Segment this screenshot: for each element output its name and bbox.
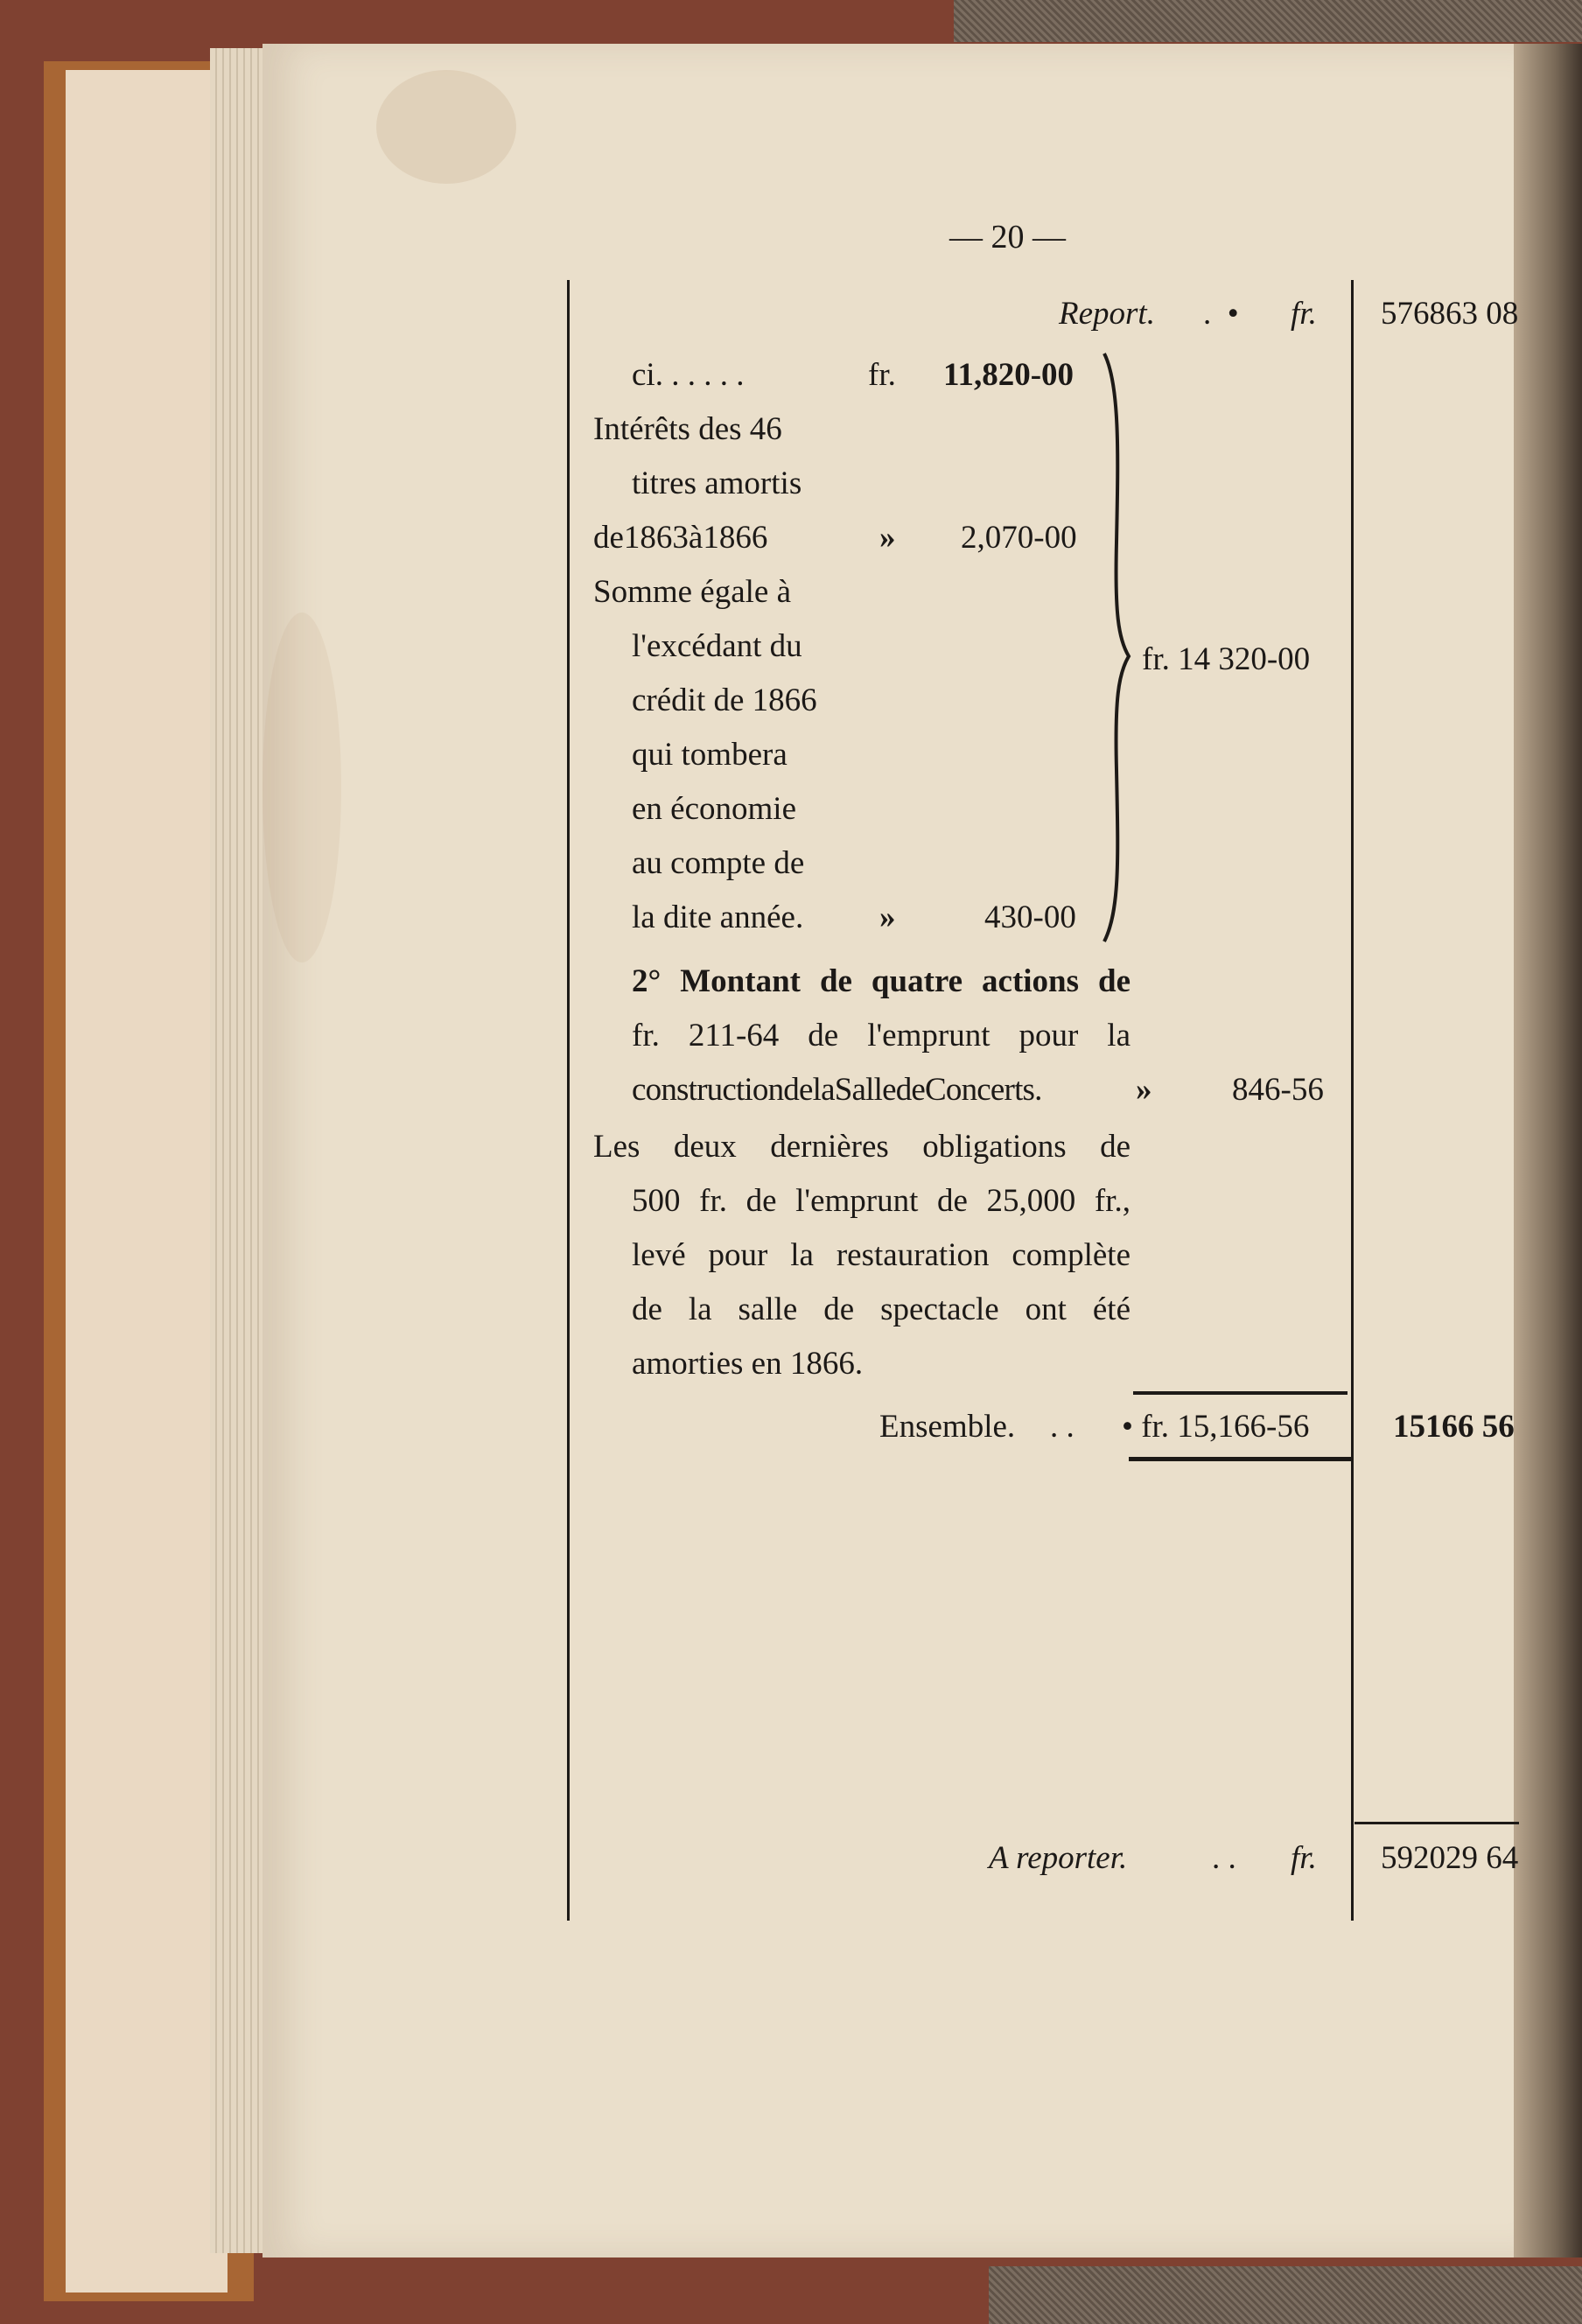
gutter-shadow [1514,44,1582,2258]
paper-stain [262,612,341,962]
bracket-item-text: titres amortis [632,466,802,501]
bracket-item-prefix: » [879,900,896,935]
right-column-rule [1351,280,1354,1921]
paragraph-line: levé pour la restauration complète [632,1237,1130,1273]
report-dots: . • [1203,296,1239,332]
paper-stain [376,70,516,184]
bracket-item-amount: 11,820-00 [943,357,1074,393]
left-column-rule [567,280,570,1921]
ensemble-label: Ensemble. [879,1409,1016,1445]
reporter-amount: 592029 64 [1381,1840,1519,1876]
bracket-item-text: de1863à1866 [593,520,768,556]
reporter-currency: fr. [1291,1840,1317,1876]
bracket-item-text: qui tombera [632,737,788,773]
paragraph-line: de la salle de spectacle ont été [632,1292,1130,1327]
reporter-label: A reporter. [989,1840,1128,1876]
paragraph-line: 500 fr. de l'emprunt de 25,000 fr., [632,1183,1130,1219]
cloth-binding-bottom [989,2266,1582,2324]
bracket-item-text: Somme égale à [593,574,792,610]
bracket-item-prefix: fr. [868,357,896,393]
ensemble-dots: . . [1050,1409,1074,1445]
bracket-item-text: crédit de 1866 [632,682,817,718]
bracket-item-text: au compte de [632,845,805,881]
bracket-item-prefix: » [879,520,896,556]
bracket-item-text: en économie [632,791,796,827]
item2-line: 2° Montant de quatre actions de [632,963,1130,999]
item2-line: fr. 211-64 de l'emprunt pour la [632,1018,1130,1054]
item2-line: constructiondelaSalledeConcerts. [632,1072,1042,1108]
bracket-total: fr. 14 320-00 [1142,641,1311,677]
ensemble-right-amount: 15166 56 [1393,1409,1515,1445]
paragraph-line: amorties en 1866. [632,1346,864,1382]
total-rule [1129,1457,1352,1461]
paragraph-line: Les deux dernières obligations de [593,1129,1130,1165]
sum-rule [1133,1391,1348,1395]
item2-marker: » [1136,1072,1152,1108]
endpaper-inner [66,70,228,2292]
reporter-dots: . . [1212,1840,1236,1876]
page-number: — 20 — [949,219,1066,256]
bracket-item-text: ci. . . . . . [632,357,745,393]
item2-amount: 846-56 [1232,1072,1324,1108]
brace [1101,350,1136,945]
bracket-item-amount: 430-00 [984,900,1076,935]
bracket-item-text: l'excédant du [632,628,802,664]
report-amount: 576863 08 [1381,296,1519,332]
bracket-item-amount: 2,070-00 [961,520,1077,556]
report-currency: fr. [1291,296,1317,332]
cloth-binding-top [954,0,1582,42]
carry-rule [1354,1822,1519,1824]
bracket-item-text: la dite année. [632,900,804,935]
bracket-item-text: Intérêts des 46 [593,411,782,447]
ensemble-amount: • fr. 15,166-56 [1122,1409,1310,1445]
report-label: Report. [1059,296,1155,332]
